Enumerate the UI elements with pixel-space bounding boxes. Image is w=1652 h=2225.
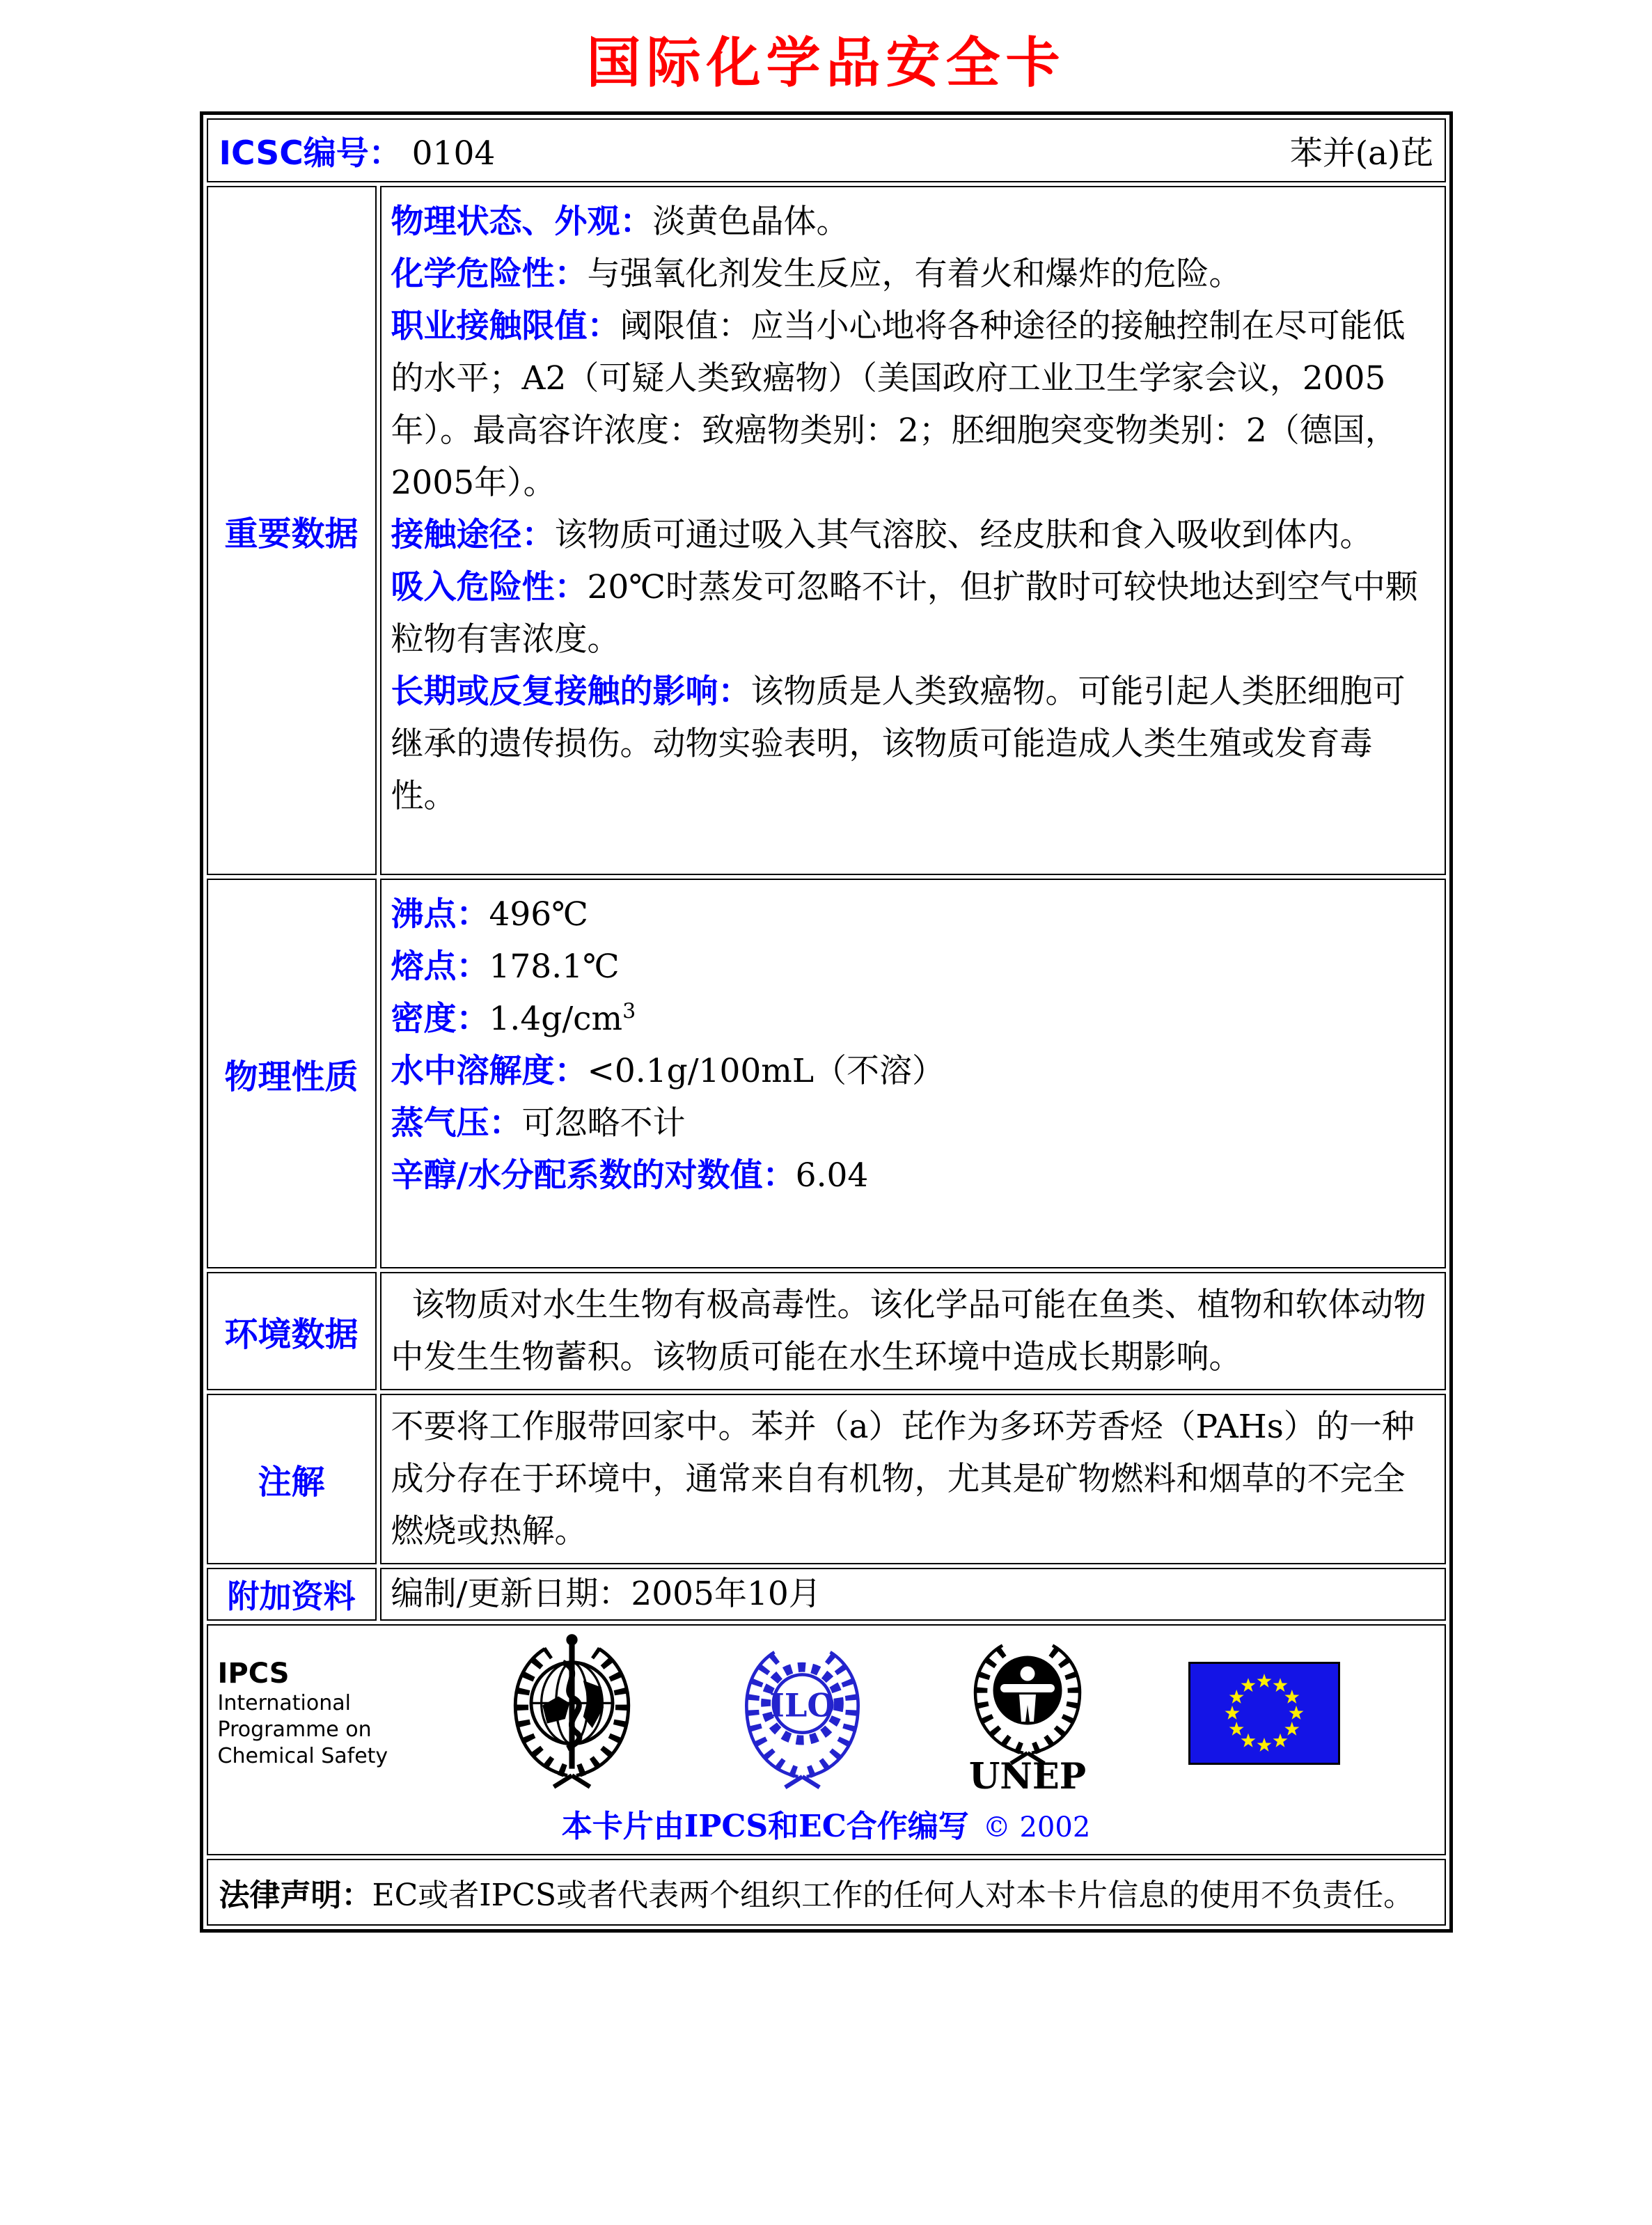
- section-label-notes: 注解: [207, 1394, 377, 1564]
- entry-value: 可忽略不计: [521, 1104, 686, 1142]
- section-label-environmental-data: 环境数据: [207, 1272, 377, 1390]
- legal-label: 法律声明：: [219, 1878, 372, 1913]
- entry-label: 长期或反复接触的影响：: [391, 673, 751, 711]
- physical-properties-content: [380, 879, 1446, 1268]
- entry-value: 496℃: [489, 895, 588, 934]
- section-label-additional-info: 附加资料: [207, 1568, 377, 1621]
- entry-label: 辛醇/水分配系数的对数值：: [391, 1156, 796, 1195]
- ipcs-title: IPCS: [217, 1658, 290, 1690]
- entry-label: 熔点：: [391, 948, 489, 986]
- eu-flag-icon: [1188, 1662, 1340, 1765]
- unep-caption: UNEP: [968, 1756, 1086, 1797]
- entry-longterm-effects: [391, 666, 1433, 822]
- ipcs-line: Chemical Safety: [217, 1744, 388, 1768]
- entry-boiling-point: [391, 888, 1433, 941]
- entry-label: 沸点：: [391, 895, 489, 934]
- entry-label: 密度：: [391, 1000, 489, 1038]
- entry-melting-point: [391, 941, 1433, 993]
- entry-physical-state: [391, 196, 1433, 248]
- ipcs-line: International: [217, 1691, 351, 1715]
- entry-label: 水中溶解度：: [391, 1052, 588, 1090]
- additional-info-content: 编制/更新日期：2005年10月: [380, 1568, 1446, 1621]
- entry-vapor-pressure: [391, 1097, 1433, 1149]
- notes-content: 不要将工作服带回家中。苯并（a）芘作为多环芳香烃（PAHs）的一种成分存在于环境中，通常来自有机物，尤其是矿物燃料和烟草的不完全燃烧或热解。: [380, 1394, 1446, 1564]
- entry-text: 与强氧化剂发生反应，有着火和爆炸的危险。: [587, 255, 1242, 293]
- logos-strip: [208, 1626, 1445, 1797]
- section-label-physical-properties: 物理性质: [207, 879, 377, 1268]
- entry-text: 淡黄色晶体。: [652, 203, 849, 241]
- legal-text: EC或者IPCS或者代表两个组织工作的任何人对本卡片信息的使用不负责任。: [372, 1878, 1415, 1913]
- entry-density: [391, 993, 1433, 1045]
- entry-text: 20℃时蒸发可忽略不计，但扩散时可较快地达到空气中颗粒物有害浓度。: [391, 568, 1418, 659]
- icsc-number-value: 0104: [411, 134, 496, 173]
- entry-label: 化学危险性：: [391, 255, 588, 293]
- entry-text: 该物质可通过吸入其气溶胶、经皮肤和食入吸收到体内。: [554, 516, 1373, 554]
- entry-value: 1.4g/cm: [489, 1000, 623, 1038]
- entry-water-solubility: [391, 1045, 1433, 1097]
- copyright-text: © 2002: [982, 1811, 1091, 1843]
- entry-occupational-limit: [391, 300, 1433, 509]
- logos-row: [207, 1624, 1446, 1855]
- entry-label: 吸入危险性：: [391, 568, 588, 606]
- environmental-data-content: 该物质对水生生物有极高毒性。该化学品可能在鱼类、植物和软体动物中发生生物蓄积。该物质可能在水生环境中造成长期影响。: [380, 1272, 1446, 1390]
- entry-label: 物理状态、外观：: [391, 203, 653, 241]
- entry-value: 6.04: [795, 1156, 869, 1195]
- entry-value: 178.1℃: [489, 948, 620, 986]
- ipcs-line: Programme on: [217, 1717, 372, 1742]
- entry-text: 阈限值：应当小心地将各种途径的接触控制在尽可能低的水平；A2（可疑人类致癌物）（美国政府工业卫生学家会议，2005年）。最高容许浓度：致癌物类别：2；胚细胞突变物类别：2（德国，2005年）。: [391, 307, 1406, 502]
- cooperation-caption-text: 本卡片由IPCS和EC合作编写: [561, 1809, 969, 1844]
- entry-label: 职业接触限值：: [391, 307, 620, 345]
- icsc-number-label: ICSC编号：: [219, 134, 402, 173]
- entry-label: 蒸气压：: [391, 1104, 522, 1142]
- icsc-number-field: [219, 127, 496, 174]
- entry-exposure-routes: [391, 509, 1433, 561]
- ilo-logo-icon: [738, 1633, 867, 1794]
- unep-logo-icon: [965, 1630, 1090, 1797]
- entry-text: 该物质是人类致癌物。可能引起人类胚细胞可继承的遗传损伤。动物实验表明，该物质可能造成人类生殖或发育毒性。: [391, 673, 1406, 815]
- entry-value-superscript: 3: [622, 999, 636, 1024]
- entry-inhalation-risk: [391, 561, 1433, 666]
- entry-octanol-water: [391, 1149, 1433, 1202]
- entry-label: 接触途径：: [391, 516, 555, 554]
- header-row: [207, 118, 1446, 182]
- cooperation-caption: [208, 1797, 1445, 1854]
- safety-card-table: [200, 111, 1453, 1933]
- chemical-name: 苯并(a)芘: [1289, 134, 1433, 173]
- entry-value: <0.1g/100mL（不溶）: [587, 1052, 945, 1090]
- entry-chemical-danger: [391, 248, 1433, 300]
- ipcs-text-block: [218, 1657, 406, 1770]
- ilo-monogram: ILO: [769, 1686, 835, 1724]
- important-data-content: [380, 186, 1446, 875]
- page-title: 国际化学品安全卡: [586, 31, 1066, 95]
- legal-row: [207, 1859, 1446, 1926]
- section-label-important-data: 重要数据: [207, 186, 377, 875]
- who-logo-icon: [504, 1630, 640, 1796]
